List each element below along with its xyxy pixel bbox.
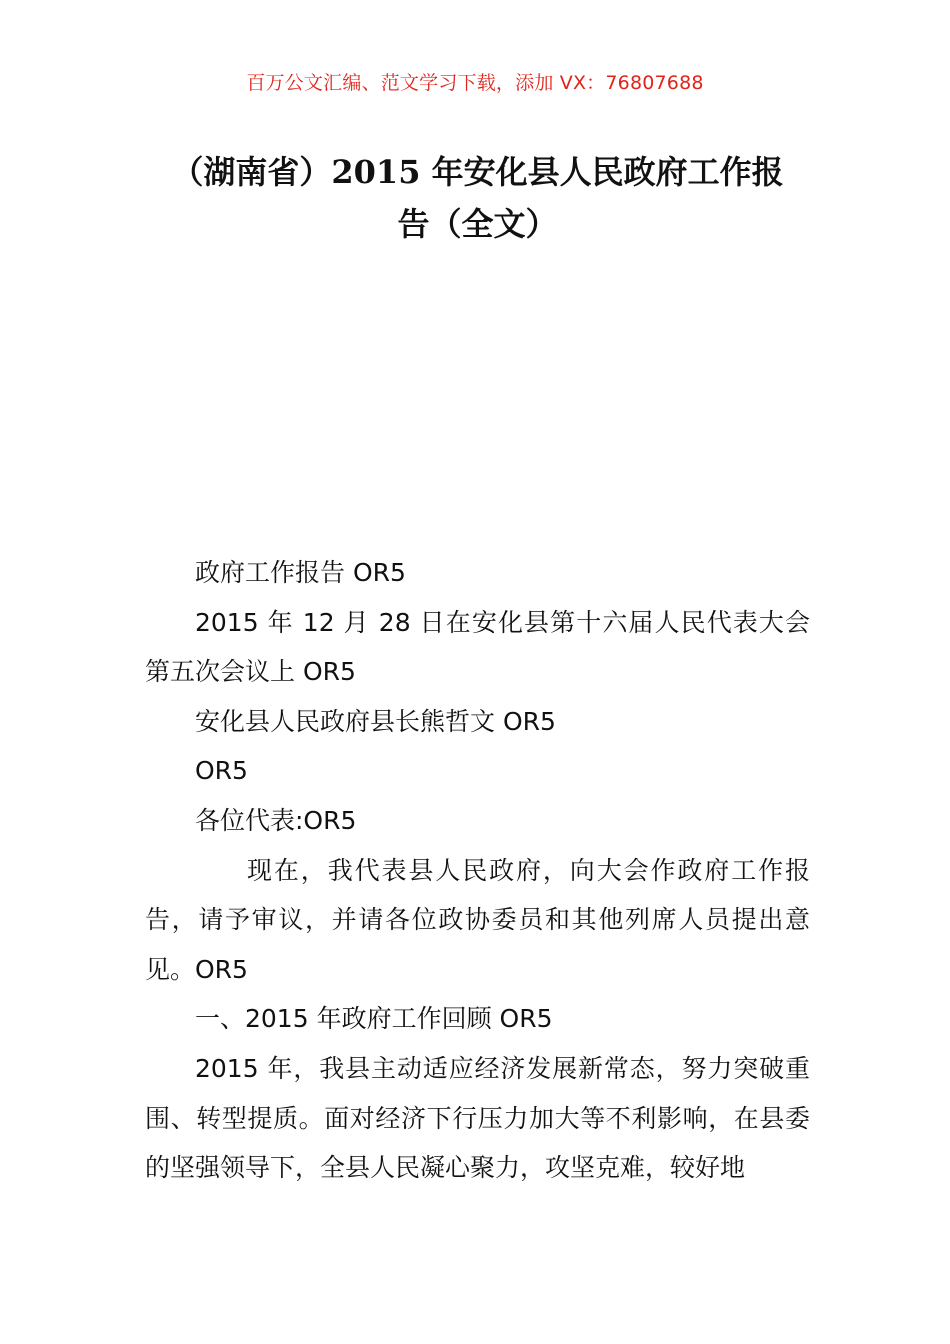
title-line-2: 告（全文） (397, 205, 558, 243)
paragraph-speaker: 安化县人民政府县长熊哲文 OR5 (195, 706, 556, 736)
paragraph-marker: OR5 (195, 756, 248, 786)
paragraph-report-label: 政府工作报告 OR5 (195, 558, 406, 587)
document-body (145, 548, 810, 1193)
section-heading-review: 一、2015 年政府工作回顾 OR5 (195, 1004, 553, 1034)
paragraph-review-intro: 2015 年，我县主动适应经济发展新常态，努力突破重围、转型提质。面对经济下行压力加大等不利影响，在县委的坚强领导下，全县人民凝心聚力，攻坚克难，较好地 (145, 1053, 810, 1183)
header-watermark-note: 百万公文汇编、范文学习下载，添加 VX：76807688 (246, 72, 704, 94)
document-title (145, 146, 810, 250)
title-line-1: （湖南省）2015 年安化县人民政府工作报 (171, 153, 784, 191)
paragraph-opening: 现在，我代表县人民政府，向大会作政府工作报告，请予审议，并请各位政协委员和其他列席人员提出意见。OR5 (145, 855, 810, 984)
paragraph-salutation: 各位代表:OR5 (195, 805, 357, 835)
paragraph-meeting-date: 2015 年 12 月 28 日在安化县第十六届人民代表大会第五次会议上 OR5 (145, 607, 810, 687)
